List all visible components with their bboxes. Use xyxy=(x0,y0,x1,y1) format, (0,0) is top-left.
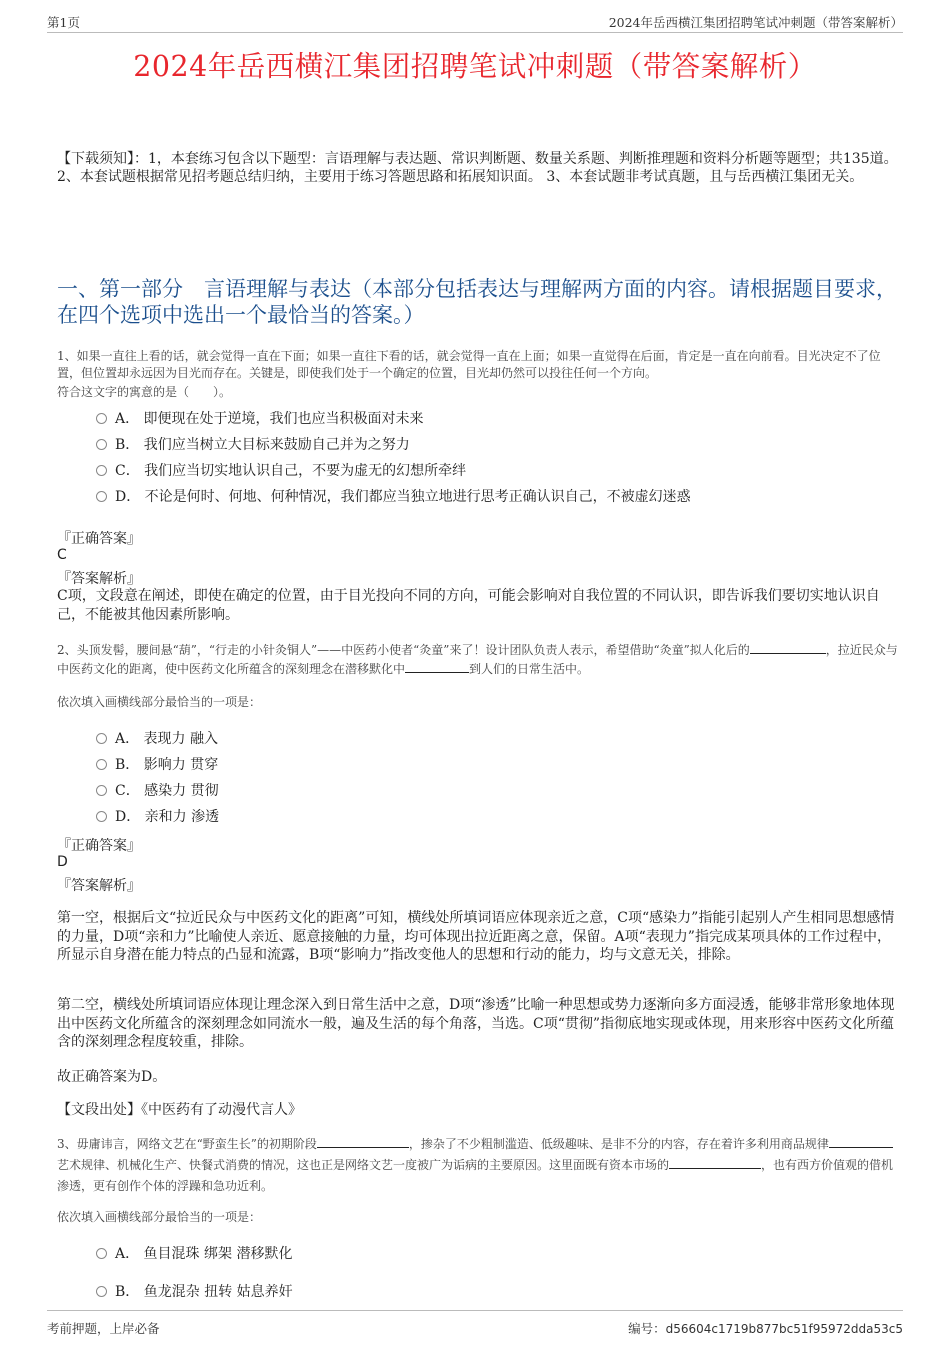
radio-icon[interactable] xyxy=(96,491,107,502)
radio-icon[interactable] xyxy=(96,1248,107,1259)
q2-analysis-p3: 故正确答案为D。 xyxy=(57,1069,167,1085)
page-number: 第1页 xyxy=(47,15,80,30)
q1-answer: C xyxy=(57,547,67,563)
q2-answer: D xyxy=(57,854,68,870)
radio-icon[interactable] xyxy=(96,413,107,424)
blank-line xyxy=(317,1134,409,1148)
radio-icon[interactable] xyxy=(96,785,107,796)
radio-icon[interactable] xyxy=(96,733,107,744)
q2-option-b[interactable]: B． 影响力 贯穿 xyxy=(96,755,218,775)
download-notice: 【下载须知】：1，本套练习包含以下题型：言语理解与表达题、常识判断题、数量关系题、判断推理题和资料分析题等题型；共135道。 2、本套试题根据常见招考题总结归纳，主要用于练习答题思路和拓展知识面。 3、本套试题非考试真题，且与岳西横江集团无关。 xyxy=(57,151,898,185)
blank-line xyxy=(405,659,469,673)
document-title: 2024年岳西横江集团招聘笔试冲刺题（带答案解析） xyxy=(133,50,817,83)
q2-analysis-p2: 第二空，横线处所填词语应体现让理念深入到日常生活中之意，D项“渗透”比喻一种思想或势力逐渐向多方面浸透，能够非常形象地体现出中医药文化所蕴含的深刻理念如同流水一般，遍及生活的每个角落，当选。C项“贯彻”指彻底地实现或体现，用来形容中医药文化所蕴含的深刻理念程度较重，排除。 xyxy=(57,997,895,1050)
question-3-prompt: 依次填入画横线部分最恰当的一项是： xyxy=(57,1210,262,1224)
header-doc-title: 2024年岳西横江集团招聘笔试冲刺题（带答案解析） xyxy=(608,15,903,30)
q1-option-c[interactable]: C． 我们应当切实地认识自己，不要为虚无的幻想所牵绊 xyxy=(96,461,466,481)
blank-line xyxy=(829,1134,893,1148)
radio-icon[interactable] xyxy=(96,465,107,476)
q2-option-c[interactable]: C． 感染力 贯彻 xyxy=(96,781,219,801)
q2-answer-label: 『正确答案』 xyxy=(57,838,141,854)
section-heading: 一、第一部分 言语理解与表达（本部分包括表达与理解两方面的内容。请根据题目要求，在四个选项中选出一个最恰当的答案。） xyxy=(57,277,897,327)
question-2-prompt: 依次填入画横线部分最恰当的一项是： xyxy=(57,695,262,709)
q2-option-d[interactable]: D． 亲和力 渗透 xyxy=(96,807,219,827)
q3-option-a[interactable]: A． 鱼目混珠 绑架 潜移默化 xyxy=(96,1244,292,1264)
question-1-stem: 1、如果一直往上看的话，就会觉得一直在下面；如果一直往下看的话，就会觉得一直在上面；如果一直觉得在后面，肯定是一直在向前看。目光决定不了位置，但位置却永远因为目光而存在。关键是，即使我们处于一个确定的位置，目光却仍然可以投往任何一个方向。 xyxy=(57,349,881,380)
q1-analysis-label: 『答案解析』 xyxy=(57,571,141,587)
q1-answer-label: 『正确答案』 xyxy=(57,531,141,547)
radio-icon[interactable] xyxy=(96,439,107,450)
q1-analysis: C项，文段意在阐述，即使在确定的位置，由于目光投向不同的方向，可能会影响对自我位置的不同认识，即告诉我们要切实地认识自己，不能被其他因素所影响。 xyxy=(57,588,880,623)
q3-option-b[interactable]: B． 鱼龙混杂 扭转 姑息养奸 xyxy=(96,1282,293,1302)
radio-icon[interactable] xyxy=(96,811,107,822)
radio-icon[interactable] xyxy=(96,759,107,770)
page-header xyxy=(47,0,903,33)
q1-option-a[interactable]: A． 即便现在处于逆境，我们也应当积极面对未来 xyxy=(96,409,424,429)
q2-analysis-label: 『答案解析』 xyxy=(57,878,141,894)
footer-code: 编号：d56604c1719b877bc51f95972dda53c5 xyxy=(628,1321,903,1336)
question-2-stem: 2、头顶发髻，腰间悬“葫”，“行走的小针灸铜人”——中医药小使者“灸童”来了！设计团队负责人表示，希望借助“灸童”拟人化后的 ，拉近民众与中医药文化的距离，使中医药文化所蕴含的深刻理念在潜移默化中 到人们的日常生活中。 xyxy=(57,640,900,678)
question-1-prompt: 符合这文字的寓意的是（ ）。 xyxy=(57,385,232,399)
q2-option-a[interactable]: A． 表现力 融入 xyxy=(96,729,218,749)
q2-source: 【文段出处】《中医药有了动漫代言人》 xyxy=(57,1102,302,1118)
q2-analysis-p1: 第一空，根据后文“拉近民众与中医药文化的距离”可知，横线处所填词语应体现亲近之意，C项“感染力”指能引起别人产生相同思想感情的力量，D项“亲和力”比喻使人亲近、愿意接触的力量，均可体现出拉近距离之意，保留。A项“表现力”指完成某项具体的工作过程中，所显示自身潜在能力特点的凸显和流露，B项“影响力”指改变他人的思想和行动的能力，均与文意无关，排除。 xyxy=(57,910,895,963)
question-3-stem: 3、毋庸讳言，网络文艺在“野蛮生长”的初期阶段 ，掺杂了不少粗制滥造、低级趣味、是非不分的内容，存在着许多利用商品规律艺术规律、机械化生产、快餐式消费的情况，这也正是网络文艺一度被广为诟病的主要原因。这里面既有资本市场的 ，也有西方价值观的借机渗透，更有创作个体的浮躁和急功近利。 xyxy=(57,1134,900,1197)
footer-slogan: 考前押题，上岸必备 xyxy=(47,1321,160,1336)
q1-option-b[interactable]: B． 我们应当树立大目标来鼓励自己并为之努力 xyxy=(96,435,410,455)
radio-icon[interactable] xyxy=(96,1286,107,1297)
q1-option-d[interactable]: D． 不论是何时、何地、何种情况，我们都应当独立地进行思考正确认识自己，不被虚幻迷惑 xyxy=(96,487,691,507)
blank-line xyxy=(750,640,826,654)
page-footer xyxy=(47,1310,903,1345)
blank-line xyxy=(669,1155,761,1169)
